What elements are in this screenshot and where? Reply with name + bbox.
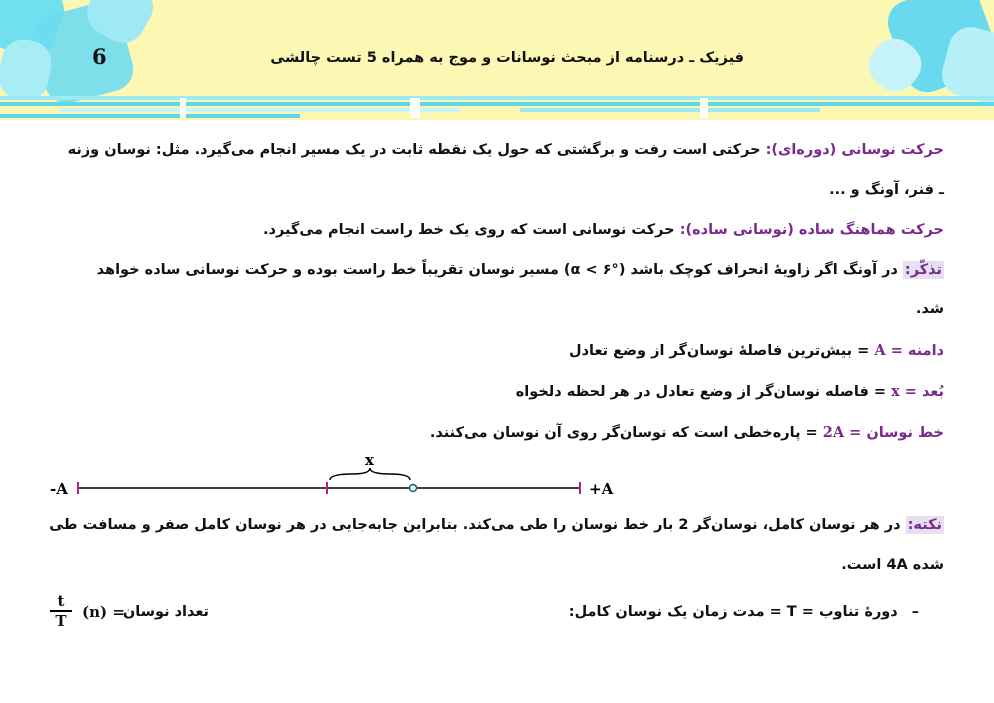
page-number: 6 <box>92 44 107 69</box>
note-label: نکته: <box>907 517 942 533</box>
term-oscillation: حرکت نوسانی (دوره‌ای): <box>765 142 944 158</box>
reminder: تذکّر: در آونگ اگر زاویهٔ انحراف کوچک باشد (α < ۶°) مسیر نوسان تقریباً خط راست بوده و حرکت نوسانی ساده خواهد <box>96 262 942 278</box>
count-symbol: (n) = <box>82 603 125 621</box>
oscillation-line-svg <box>40 448 640 508</box>
note: نکته: در هر نوسان کامل، نوسان‌گر 2 بار خط نوسان را طی می‌کند. بنابراین جابه‌جایی در هر نوسان کامل صفر و مسافت طی <box>49 517 942 533</box>
header-stripes <box>0 96 994 120</box>
reminder-cont: شد. <box>915 301 944 317</box>
term-shm: حرکت هماهنگ ساده (نوسانی ساده): <box>679 222 944 238</box>
count-label: تعداد نوسان <box>122 604 209 620</box>
x-brace <box>330 468 410 480</box>
reminder-label: تذکّر: <box>904 262 942 278</box>
definition-oscillation-cont: ـ فنر، آونگ و ... <box>829 182 944 198</box>
fraction-numerator: t <box>57 592 65 610</box>
displacement-definition: بُعد = x = فاصله نوسان‌گر از وضع تعادل در هر لحظه دلخواه <box>515 383 944 400</box>
period-definition: –دورهٔ تناوب = T = مدت زمان یک نوسان کامل: <box>568 604 919 620</box>
bullet: – <box>911 604 919 620</box>
definition-shm: حرکت هماهنگ ساده (نوسانی ساده): حرکت نوسانی است که روی یک خط راست انجام می‌گیرد. <box>263 222 944 238</box>
label-minus-a: -A <box>50 480 68 498</box>
page-header <box>0 0 994 120</box>
oscillator-point <box>410 485 417 492</box>
label-x: x <box>365 451 374 469</box>
label-plus-a: +A <box>589 480 614 498</box>
fraction-t-over-T <box>50 592 72 630</box>
fraction-denominator: T <box>55 611 67 630</box>
oscillation-diagram <box>40 448 640 508</box>
note-cont: شده 4A است. <box>841 557 944 573</box>
amplitude-definition: دامنه = A = بیش‌ترین فاصلهٔ نوسان‌گر از وضع تعادل <box>568 342 944 359</box>
page-title: فیزیک ـ درسنامه از مبحث نوسانات و موج به همراه 5 تست چالشی <box>270 50 744 66</box>
path-definition: خط نوسان = 2A = پاره‌خطی است که نوسان‌گر روی آن نوسان می‌کنند. <box>429 424 944 441</box>
definition-oscillation: حرکت نوسانی (دوره‌ای): حرکتی است رفت و برگشتی که حول یک نقطه ثابت در یک مسیر انجام می‌گیرد. مثل: نوسان وزنه <box>67 142 944 158</box>
